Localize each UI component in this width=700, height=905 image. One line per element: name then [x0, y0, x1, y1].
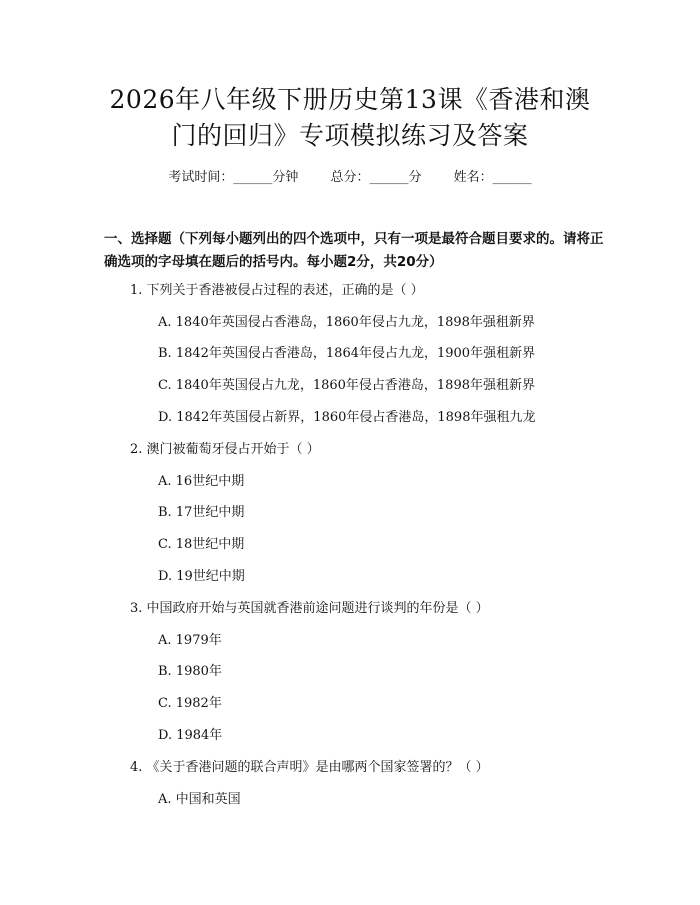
question-1-option-d: D. 1842年英国侵占新界，1860年侵占香港岛，1898年强租九龙 [158, 410, 536, 425]
question-1-option-c: C. 1840年英国侵占九龙，1860年侵占香港岛，1898年强租新界 [158, 378, 536, 393]
question-2-option-a: A. 16世纪中期 [158, 474, 245, 489]
question-2-option-c: C. 18世纪中期 [158, 537, 245, 552]
page-title [60, 82, 640, 154]
question-1-option-b: B. 1842年英国侵占香港岛，1864年侵占九龙，1900年强租新界 [158, 346, 536, 361]
question-3-stem: 3. 中国政府开始与英国就香港前途问题进行谈判的年份是（ ） [130, 601, 489, 616]
question-1-option-a: A. 1840年英国侵占香港岛，1860年侵占九龙，1898年强租新界 [158, 315, 535, 330]
question-3-option-b: B. 1980年 [158, 664, 222, 679]
question-2-option-b: B. 17世纪中期 [158, 505, 245, 520]
question-1-stem: 1. 下列关于香港被侵占过程的表述，正确的是（ ） [130, 283, 424, 298]
page-title-line-2: 门的回归》专项模拟练习及答案 [171, 121, 529, 150]
question-3-option-d: D. 1984年 [158, 728, 223, 743]
total-score-field: 总分：______分 [330, 170, 422, 185]
page-title-line-1: 2026年八年级下册历史第13课《香港和澳 [109, 85, 591, 114]
section-heading: 一、选择题（下列每小题列出的四个选项中，只有一项是最符合题目要求的。请将正确选项的字母填在题后的括号内。每小题2分，共20分） [104, 231, 604, 270]
exam-meta [0, 168, 700, 188]
question-3-option-a: A. 1979年 [158, 633, 222, 648]
exam-time-field: 考试时间：______分钟 [168, 170, 299, 185]
question-4-stem: 4. 《关于香港问题的联合声明》是由哪两个国家签署的？（ ） [130, 760, 489, 775]
question-2-option-d: D. 19世纪中期 [158, 569, 245, 584]
name-field: 姓名：______ [453, 170, 532, 185]
question-2-stem: 2. 澳门被葡萄牙侵占开始于（ ） [130, 442, 320, 457]
question-4-option-a: A. 中国和英国 [158, 792, 241, 807]
question-3-option-c: C. 1982年 [158, 696, 222, 711]
